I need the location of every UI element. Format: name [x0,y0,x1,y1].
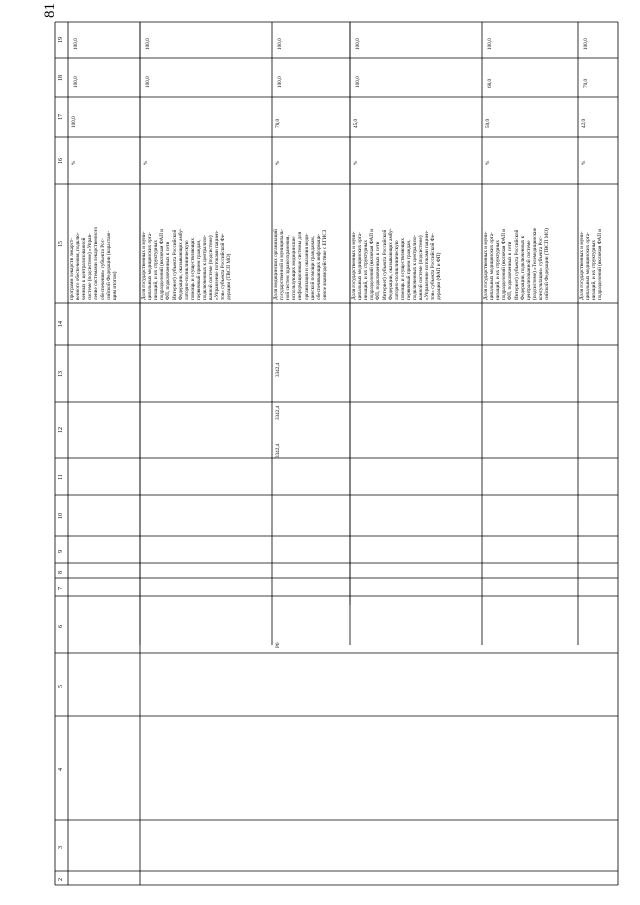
indicator-text-line: Доля государственных и муни- [351,231,357,300]
indicator-text-line: тов» субъекта Российской Фе- [220,233,227,300]
indicator-text-line: программ лекарств лекарст- [69,238,75,300]
indicator-text-line: первичный прием граждан, [195,239,202,300]
indicator-text-line: обеспечивающих информаци- [315,233,322,300]
indicator-text-line: низаций, и их структурных [363,239,370,300]
indicator-text-line: латорно-поликлиническую [183,240,190,300]
column-number-13: 13 [58,370,64,377]
value-col17: 78,0 [275,118,281,128]
indicator-text-line: онное взаимодействие с ЕГИСЗ [321,229,328,300]
column-number-6: 6 [58,624,64,628]
indicator-text-line: Интернет) субъекта Российской [513,229,520,300]
indicator-text-line: консультации» субъекта Рос- [537,236,544,300]
indicator-text-line: Федерации, подключенных к [519,235,526,300]
value-col17: 100,0 [71,116,77,128]
indicator-text-line: подразделений (включая ФАП и [159,228,166,300]
column-number-7: 7 [58,587,64,590]
indicator-text-line: тов» субъекта Российской Фе- [430,233,437,300]
indicator-text-line: ление системами лекарственного [93,226,100,300]
value-col17: 42,0 [581,118,587,128]
value-col11: 3342,4 [275,443,281,458]
unit-cell: % [275,160,281,165]
indicator-text-line: ципальных медицинских орга- [585,232,592,300]
column-number-10: 10 [58,512,64,519]
indicator-text-line: Доля государственных и муни- [141,231,147,300]
value-col17: 45,0 [353,118,359,128]
indicator-text-line: первичный прием граждан, [405,239,412,300]
indicator-text-line: (подсистеме) «Телемедицинские [531,227,538,300]
indicator-text-line: помощь и осуществляющих [399,237,406,300]
column-number-2: 2 [58,878,64,881]
value-col18: 70,0 [583,78,589,88]
indicator-text-line: помощь и осуществляющих [189,237,196,300]
indicator-text-line: сийской Федерации (ТВСП МО) [544,228,550,300]
column-number-12: 12 [58,427,64,433]
value-col18: 100,0 [277,76,283,88]
value-col19: 100,0 [583,38,589,50]
value-col19: 100,0 [145,38,151,50]
indicator-text-line: латорно-поликлиническую [393,240,400,300]
indicator-text-line: «Управление потоками пациен- [424,230,431,300]
indicator-text-line: государственной и муниципаль- [279,228,286,300]
value-col19: 100,0 [73,38,79,50]
indicator-text-line: сийской Федерации (нарастаю- [105,230,112,300]
indicator-text-line: подключенных к централизо- [202,234,208,300]
indicator-text-line: ванной системе (подсистеме) [208,235,215,300]
indicator-text-line: ной систем здравоохранения, [285,235,292,300]
indicator-text-line: Доля государственных и муни- [483,231,489,300]
column-number-17: 17 [58,114,64,120]
column-number-19: 19 [58,37,64,43]
unit-cell: % [143,160,149,165]
value-col5: P6 [275,642,281,648]
value-col18: 100,0 [73,76,79,88]
indicator-text-line: Интернет) субъекта Российской [171,229,178,300]
value-col18: 100,0 [145,76,151,88]
indicator-text-line: низаций, и их структурных [153,239,160,300]
column-number-11: 11 [58,473,64,480]
indicator-text-line: ФП, подключенных к сети [507,241,514,300]
indicator-text-line: дерации (ФАП и ФП) [436,252,443,300]
indicator-text-line: ципальных медицинских орга- [147,232,154,300]
indicator-text-line: подразделений (включая ФАП и [369,228,376,300]
unit-cell: % [581,160,587,165]
indicator-text-line: Доля государственных и муни- [579,231,585,300]
indicator-text-line: ФП, подключенных к сети [375,241,382,300]
indicator-text-line: низаций, и их структурных [495,239,502,300]
value-col19: 100,0 [487,38,493,50]
indicator-text-line: системе (подсистеме) «Управ- [87,233,94,300]
unit-cell: % [485,160,491,165]
indicator-text-line: использующих медицинские [291,236,298,300]
column-number-4: 4 [58,768,64,771]
value-col18: 100,0 [355,76,361,88]
value-col18: 68,0 [487,78,493,88]
column-number-15: 15 [58,240,64,247]
indicator-text-line: подключенных к централизо- [412,234,418,300]
unit-cell: % [353,160,359,165]
indicator-text-line: ченных к централизованной [81,237,88,300]
indicator-text-line: Интернет) субъекта Российской [381,229,388,300]
indicator-text-line: ципальных медицинских орга- [357,232,364,300]
value-col17: 50,0 [485,118,491,128]
indicator-text-line: информационные системы для [297,232,304,300]
indicator-text-line: централизованной системе [525,240,532,300]
indicator-text-line: цинской помощи гражданам, [309,236,316,300]
page-number: 81 [42,3,58,18]
value-col19: 100,0 [355,38,361,50]
indicator-text-line: щим итогом) [111,271,118,300]
indicator-text-line: Доля медицинских организаций [273,229,279,300]
indicator-text-line: Федерации, оказывающих амбу- [387,228,394,300]
indicator-text-line: «Управление потоками пациен- [214,230,221,300]
indicator-text-line: организации и оказания меди- [303,233,310,300]
value-col12: 3342,4 [275,405,281,420]
column-number-16: 16 [58,157,64,164]
column-number-9: 9 [58,549,64,553]
indicator-text-line: обеспечения» субъекта Рос- [99,238,106,300]
indicator-text-line: подразделений (включая ФАП и [501,228,508,300]
column-number-18: 18 [58,74,64,81]
indicator-text-line: ванной системе (подсистеме) [418,235,425,300]
value-col13: 3342,4 [275,362,281,377]
indicator-text-line: низаций, и их структурных [591,239,598,300]
column-number-3: 3 [58,845,64,849]
value-col19: 100,0 [277,38,283,50]
indicator-text-line: ФП, подключенных к сети [165,241,172,300]
column-number-5: 5 [58,684,64,688]
column-number-8: 8 [58,570,64,574]
unit-cell: % [71,160,77,165]
indicator-text-line: подразделений (включая ФАП и [597,228,604,300]
indicator-text-line: ципальных медицинских орга- [489,232,496,300]
indicator-text-line: венного обеспечения, подклю- [75,232,82,300]
indicator-text-line: Федерации, оказывающих амбу- [177,228,184,300]
column-number-14: 14 [58,321,64,327]
indicator-text-line: дерации (ТВСП МО) [226,253,233,300]
